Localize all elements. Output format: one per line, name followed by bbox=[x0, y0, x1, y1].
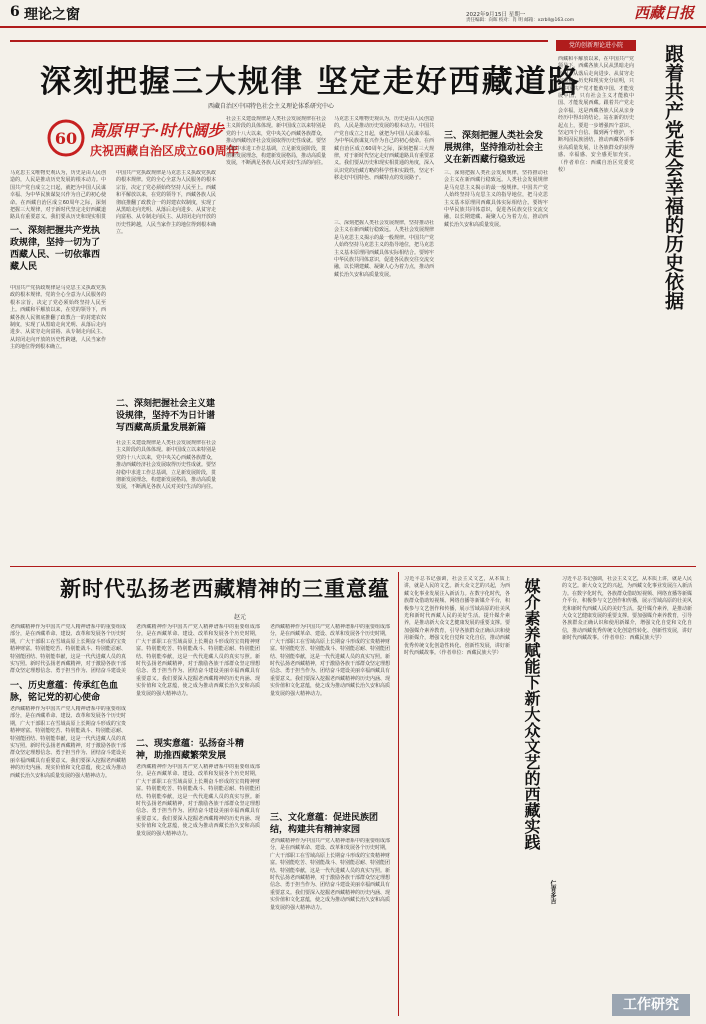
banner-logo-text: 高原甲子·时代阔步 bbox=[90, 121, 224, 140]
page-number: 6 bbox=[10, 4, 20, 20]
section-name: 理论之窗 bbox=[24, 7, 80, 23]
article1-body-col1-intro: 马克思主义唯物史观认为，历史是由人民创造的，人民是推动历史发展的根本动力。中国共产党自成立之日起，就把为中国人民谋幸福、为中华民族谋复兴作为自己的初心使命。在西藏自治区成立60周年之际，深刻把握三大规律，对于新时代坚定走好西藏道路具有重要意义。我们要从历史和现实相贯 bbox=[10, 170, 106, 220]
sidebar-tag: 党的创新理论进小院 bbox=[556, 40, 636, 51]
top-rule bbox=[10, 40, 548, 42]
article2-body-col2a: 老西藏精神作为中国共产党人精神谱系中的重要组成部分，是在西藏革命、建设、改革和发展各个历史时期，广大干部职工在雪域高原上长期奋斗形成的宝贵精神财富。特别能吃苦、特别能战斗、特别能忍耐、特别能团结、特别能奉献，这是一代代进藏人员的真实写照。新时代弘扬老西藏精神，对于激励各族干部群众坚定理想信念、勇于担当作为、团结奋斗建设美丽幸福西藏具有重要意义。我们要深入挖掘老西藏精神的历史内涵、现实价值和文化意蕴，使之成为推动西藏长治久安和高质量发展的强大精神动力。 bbox=[136, 624, 260, 697]
anniversary-60-icon bbox=[46, 118, 86, 158]
banner-subtitle: 庆祝西藏自治区成立60周年 bbox=[90, 144, 239, 158]
work-research-label: 工作研究 bbox=[612, 994, 690, 1016]
article3-title: 媒介素养赋能下新大众文艺的西藏实践 bbox=[522, 578, 541, 850]
article1-body-col4a: 马克思主义唯物史观认为，历史是由人民创造的，人民是推动历史发展的根本动力。中国共产党自成立之日起，就把为中国人民谋幸福、为中华民族谋复兴作为自己的初心使命。在西藏自治区成立60周年之际，深刻把握三大规律，对于新时代坚定走好西藏道路具有重要意义。我们要从历史和现实相贯通的角度，深入认识党的治藏方略的科学性和实践性，坚定不移走好中国特色、西藏特点的发展路子。 bbox=[334, 116, 434, 182]
article2-intro: 老西藏精神作为中国共产党人精神谱系中的重要组成部分，是在西藏革命、建设、改革和发展各个历史时期，广大干部职工在雪域高原上长期奋斗形成的宝贵精神财富。特别能吃苦、特别能战斗、特别能忍耐、特别能团结、特别能奉献，这是一代代进藏人员的真实写照。新时代弘扬老西藏精神，对于激励各族干部群众坚定理想信念、勇于担当作为、团结奋斗建设美 bbox=[10, 624, 126, 674]
article2-author: 赵元 bbox=[234, 614, 247, 621]
date-line: 2022年9月15日 星期一 bbox=[466, 12, 526, 18]
article2-body-col3b: 老西藏精神作为中国共产党人精神谱系中的重要组成部分，是在西藏革命、建设、改革和发展各个历史时期，广大干部职工在雪域高原上长期奋斗形成的宝贵精神财富。特别能吃苦、特别能战斗、特别能忍耐、特别能团结、特别能奉献，这是一代代进藏人员的真实写照。新时代弘扬老西藏精神，对于激励各族干部群众坚定理想信念、勇于担当作为、团结奋斗建设美丽幸福西藏具有重要意义。我们要深入挖掘老西藏精神的历史内涵、现实价值和文化意蕴，使之成为推动西藏长治久安和高质量发展的强大精神动力。 bbox=[270, 838, 390, 911]
article1-section-heading-3: 三、深刻把握人类社会发展规律，坚持推动社会主义在新西藏行稳致远 bbox=[444, 131, 544, 165]
article2-body-col2b: 老西藏精神作为中国共产党人精神谱系中的重要组成部分，是在西藏革命、建设、改革和发展各个历史时期，广大干部职工在雪域高原上长期奋斗形成的宝贵精神财富。特别能吃苦、特别能战斗、特别能忍耐、特别能团结、特别能奉献，这是一代代进藏人员的真实写照。新时代弘扬老西藏精神，对于激励各族干部群众坚定理想信念、勇于担当作为、团结奋斗建设美丽幸福西藏具有重要意义。我们要深入挖掘老西藏精神的历史内涵、现实价值和文化意蕴，使之成为推动西藏长治久安和高质量发展的强大精神动力。 bbox=[136, 764, 260, 837]
article3-body-col1: 习近平总书记强调，社会主义文艺，从本质上讲，就是人民的文艺。新大众文艺的兴起，为西藏文化事业发展注入新活力。在数字化时代，各族群众借助短视频、网络直播等新媒介平台，积极参与文艺创作和传播，展示雪域高原的壮美风光和新时代西藏人民的美好生活。提升媒介素养，是推动新大众文艺健康发展的重要支撑。要加强媒介素养教育，引导各族群众正确认识和使用新媒介，增强文化自觉和文化自信，推动西藏优秀传统文化创造性转化、创新性发展，讲好新时代西藏故事。（作者单位：西藏民族大学） bbox=[404, 576, 510, 657]
article2-body-col1: 老西藏精神作为中国共产党人精神谱系中的重要组成部分，是在西藏革命、建设、改革和发展各个历史时期，广大干部职工在雪域高原上长期奋斗形成的宝贵精神财富。特别能吃苦、特别能战斗、特别能忍耐、特别能团结、特别能奉献，这是一代代进藏人员的真实写照。新时代弘扬老西藏精神，对于激励各族干部群众坚定理想信念、勇于担当作为、团结奋斗建设美丽幸福西藏具有重要意义。我们要深入挖掘老西藏精神的历史内涵、现实价值和文化意蕴，使之成为推动西藏长治久安和高质量发展的强大精神动力。 bbox=[10, 706, 126, 779]
article2-heading-3: 三、文化意蕴：促进民族团结，构建共有精神家园 bbox=[270, 813, 379, 835]
article1-body-col2: 中国共产党执政规律是马克思主义执政党执政的根本规律。党的全心全意为人民服务的根本宗旨，决定了党必须始终坚持人民至上。西藏和平解放以来，在党的领导下，西藏各族人民彻底推翻了政教合一的封建农奴制度，实现了从黑暗走向光明、从落后走向进步、从贫穷走向富裕、从专制走向民主、从封闭走向开放的历史性跨越，人民当家作主的地位得到根本确立。 bbox=[116, 170, 216, 236]
sidebar-body: 西藏和平解放以来，在中国共产党领导下，西藏各族人民从黑暗走向光明、从落后走向进步、从贫穷走向富裕。历史和现实充分证明，只有中国共产党才能救中国、才能发展中国，只有社会主义才能救中国、才能发展西藏。跟着共产党走会幸福，这是西藏各族人民从亲身经历中得出的结论。站在新的历史起点上，要进一步增强四个意识、坚定四个自信、做到两个维护，不断巩固民族团结，推动西藏各项事业高质量发展，让各族群众的获得感、幸福感、安全感更加充实。（作者单位：西藏自治区党委党校） bbox=[558, 56, 634, 174]
sidebar-vertical-title: 跟着共产党走会幸福的历史依据 bbox=[662, 44, 684, 310]
section-divider bbox=[10, 566, 696, 567]
article1-title: 深刻把握三大规律 坚定走好西藏道路 bbox=[40, 64, 581, 100]
article3-divider bbox=[398, 572, 399, 1016]
article1-body-col4b: 三、深刻把握人类社会发展规律，坚持推动社会主义在新西藏行稳致远。人类社会发展规律是马克思主义揭示的最一般规律。中国共产党人始终坚持马克思主义的指导地位，把马克思主义基本原理同西藏具体实际相结合。要铸牢中华民族共同体意识，促进各民族交往交流交融，以长期建藏、凝聚人心为着力点，推动西藏长治久安和高质量发展。 bbox=[334, 220, 434, 278]
article1-section-heading-2: 二、深刻把握社会主义建设规律，坚持不为日计谱写西藏高质量发展新篇 bbox=[116, 399, 216, 433]
article1-section-heading-1: 一、深刻把握共产党执政规律，坚持一切为了西藏人民、一切依靠西藏人民 bbox=[10, 226, 101, 272]
article3-author: 仁青多吉 bbox=[549, 880, 556, 904]
article1-body-col5: 三、深刻把握人类社会发展规律，坚持推动社会主义在新西藏行稳致远。人类社会发展规律是马克思主义揭示的最一般规律。中国共产党人始终坚持马克思主义的指导地位，把马克思主义基本原理同西藏具体实际相结合。要铸牢中华民族共同体意识，促进各民族交往交流交融，以长期建藏、凝聚人心为着力点，推动西藏长治久安和高质量发展。 bbox=[444, 170, 548, 228]
svg-text:60: 60 bbox=[54, 129, 78, 148]
anniversary-banner bbox=[46, 116, 246, 164]
article2-body-col3a: 老西藏精神作为中国共产党人精神谱系中的重要组成部分，是在西藏革命、建设、改革和发展各个历史时期，广大干部职工在雪域高原上长期奋斗形成的宝贵精神财富。特别能吃苦、特别能战斗、特别能忍耐、特别能团结、特别能奉献，这是一代代进藏人员的真实写照。新时代弘扬老西藏精神，对于激励各族干部群众坚定理想信念、勇于担当作为、团结奋斗建设美丽幸福西藏具有重要意义。我们要深入挖掘老西藏精神的历史内涵、现实价值和文化意蕴，使之成为推动西藏长治久安和高质量发展的强大精神动力。 bbox=[270, 624, 390, 697]
article2-heading-1: 一、历史意蕴：传承红色血脉，铭记党的初心使命 bbox=[10, 681, 119, 703]
article1-body-col2b: 社会主义建设规律是人类社会发展规律在社会主义阶段的具体体现。新中国成立以来特别是党的十八大以来，党中央关心西藏各族群众，推动西藏经济社会发展取得历史性成就。要坚持稳中求进工作总基调，立足新发展阶段，贯彻新发展理念，构建新发展格局，推动高质量发展，不断满足各族人民对美好生活的向往。 bbox=[116, 440, 216, 491]
newspaper-logo: 西藏日报 bbox=[634, 4, 695, 22]
article2-heading-2: 二、现实意蕴：弘扬奋斗精神，助推西藏繁荣发展 bbox=[136, 739, 245, 761]
editor-line: 责任编辑：向晖 校对：肖 明 邮箱：xzrbll@163.com bbox=[466, 18, 575, 23]
article1-body-col1: 中国共产党执政规律是马克思主义执政党执政的根本规律。党的全心全意为人民服务的根本宗旨，决定了党必须始终坚持人民至上。西藏和平解放以来，在党的领导下，西藏各族人民彻底推翻了政教合一的封建农奴制度，实现了从黑暗走向光明、从落后走向进步、从贫穷走向富裕、从专制走向民主、从封闭走向开放的历史性跨越，人民当家作主的地位得到根本确立。 bbox=[10, 285, 106, 351]
article1-byline: 西藏自治区中国特色社会主义理论体系研究中心 bbox=[208, 103, 335, 110]
article1-body-col3: 社会主义建设规律是人类社会发展规律在社会主义阶段的具体体现。新中国成立以来特别是党的十八大以来，党中央关心西藏各族群众，推动西藏经济社会发展取得历史性成就。要坚持稳中求进工作总基调，立足新发展阶段，贯彻新发展理念，构建新发展格局，推动高质量发展，不断满足各族人民对美好生活的向往。 bbox=[226, 116, 326, 167]
article2-title: 新时代弘扬老西藏精神的三重意蕴 bbox=[60, 576, 390, 601]
page-header bbox=[0, 0, 706, 28]
article3-body-col2: 习近平总书记强调，社会主义文艺，从本质上讲，就是人民的文艺。新大众文艺的兴起，为西藏文化事业发展注入新活力。在数字化时代，各族群众借助短视频、网络直播等新媒介平台，积极参与文艺创作和传播，展示雪域高原的壮美风光和新时代西藏人民的美好生活。提升媒介素养，是推动新大众文艺健康发展的重要支撑。要加强媒介素养教育，引导各族群众正确认识和使用新媒介，增强文化自觉和文化自信，推动西藏优秀传统文化创造性转化、创新性发展，讲好新时代西藏故事。（作者单位：西藏民族大学） bbox=[562, 576, 692, 642]
